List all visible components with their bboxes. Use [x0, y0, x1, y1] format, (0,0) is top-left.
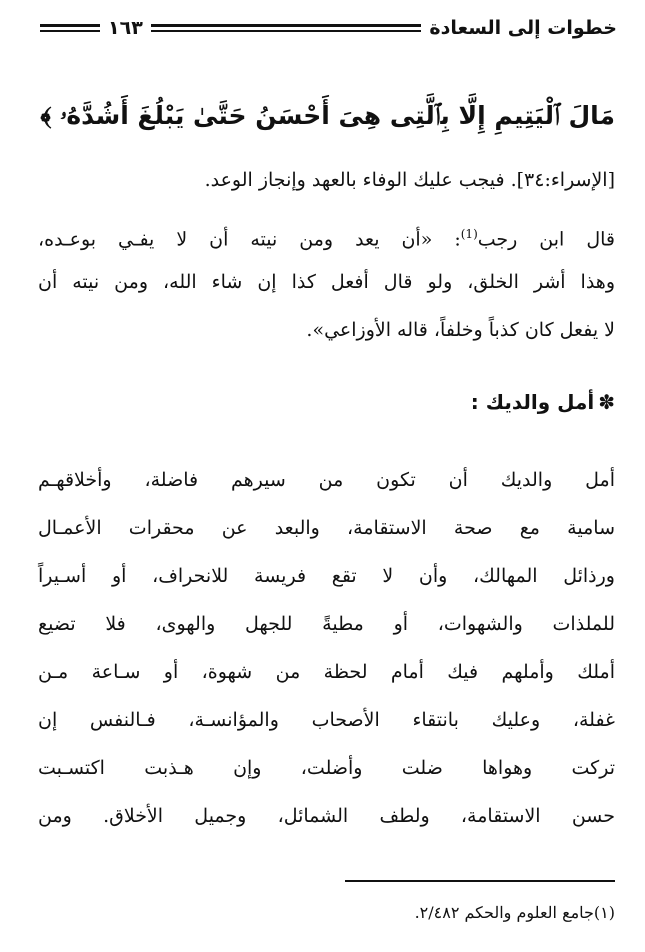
page-number: ١٦٣	[108, 17, 143, 39]
text-line: ورذائل المهالك، وأن لا تقع فريسة للانحراف، أو أسـيراً	[38, 565, 615, 587]
text-line	[38, 210, 615, 258]
text-line: غفلة، وعليك بانتقاء الأصحاب والمؤانسـة، فـالنفس إن	[38, 709, 615, 731]
header-rule-short	[40, 24, 100, 32]
paragraph-3	[38, 456, 615, 840]
text-line: أمل والديك أن تكون من سيرهم فاضلة، وأخلاقهـم	[38, 469, 615, 491]
text-line: [الإسراء:٣٤]. فيجب عليك الوفاء بالعهد وإنجاز الوعد.	[204, 169, 615, 191]
text-line: أملك وأملهم فيك أمام لحظة من شهوة، أو سـاعة مـن	[38, 661, 615, 683]
running-header-title: خطوات إلى السعادة	[429, 17, 617, 39]
flower-icon: ✽	[598, 390, 615, 414]
section-heading	[471, 390, 615, 414]
text-line: حسن الاستقامة، ولطف الشمائل، وجميل الأخلاق. ومن	[38, 805, 615, 827]
text-line: سامية مع صحة الاستقامة، والبعد عن محقرات الأعمـال	[38, 517, 615, 539]
paragraph-1	[38, 156, 615, 204]
paragraph-2	[38, 210, 615, 354]
text-line: وهذا أشر الخلق، ولو قال أفعل كذا إن شاء الله، ومن نيته أن	[38, 271, 615, 293]
text-line: تركت وهواها ضلت وأضلت، وإن هـذبت اكتسـبت	[38, 757, 615, 779]
text-segment: قال ابن رجب	[477, 228, 615, 251]
quran-verse: مَالَ ٱلْيَتِيمِ إِلَّا بِٱلَّتِى هِىَ أَحْسَنُ حَتَّىٰ يَبْلُغَ أَشُدَّهُۥ ﴾	[40, 101, 615, 130]
header-rule-long	[151, 24, 422, 32]
text-segment: : «أن يعد ومن نيته أن لا يفـي بوعـده،	[38, 228, 461, 251]
section-heading-text: أمل والديك :	[470, 390, 595, 414]
text-line: لا يفعل كان كذباً وخلفاً، قاله الأوزاعي».	[306, 319, 615, 341]
footnote: (١)جامع العلوم والحكم ٢/٤٨٢.	[414, 903, 615, 922]
footnote-marker: (1)	[460, 227, 478, 241]
running-header	[40, 12, 617, 44]
footnote-divider	[345, 880, 615, 882]
text-line: للملذات والشهوات، أو مطيةً للجهل والهوى، فلا تضيع	[38, 613, 615, 635]
